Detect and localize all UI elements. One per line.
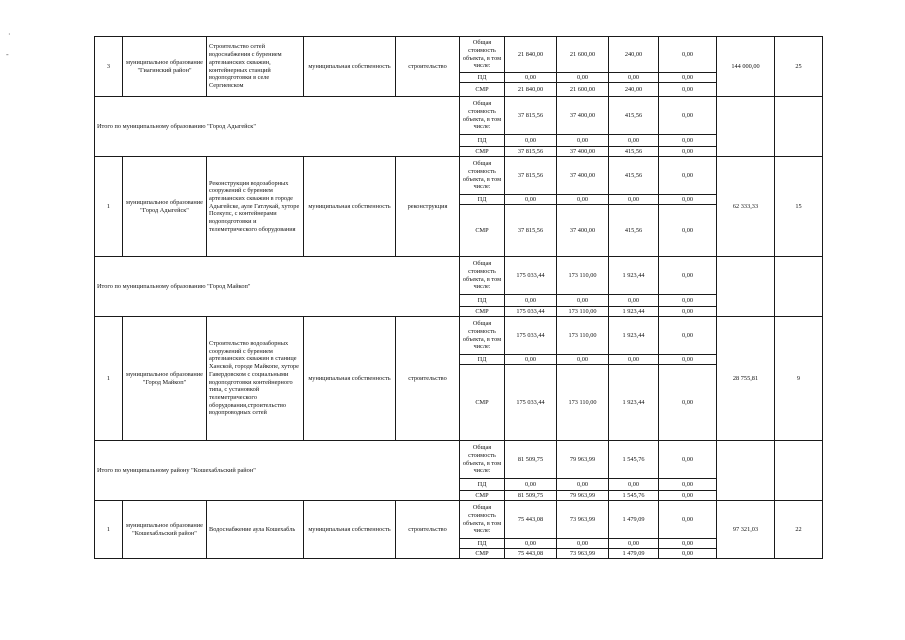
value-cell: 0,00 bbox=[659, 157, 717, 195]
value-cell: 0,00 bbox=[659, 295, 717, 307]
empty-cell bbox=[717, 441, 775, 501]
value-cell: 0,00 bbox=[659, 73, 717, 83]
table-row bbox=[95, 257, 823, 295]
value-cell: 37 815,56 bbox=[505, 97, 557, 135]
capacity-cell: 62 333,33 bbox=[717, 157, 775, 257]
value-cell: 0,00 bbox=[505, 135, 557, 147]
type-label: СМР bbox=[460, 147, 505, 157]
type-label: ПД bbox=[460, 135, 505, 147]
type-label: СМР bbox=[460, 205, 505, 257]
ownership-cell: муниципальная собственность bbox=[304, 37, 396, 97]
value-cell: 0,00 bbox=[659, 205, 717, 257]
table-row bbox=[95, 37, 823, 73]
count-cell: 15 bbox=[775, 157, 823, 257]
work-type-cell: строительство bbox=[396, 37, 460, 97]
subtotal-label: Итого по муниципальному образованию "Город Адыгейск" bbox=[95, 97, 460, 157]
capacity-cell: 28 755,81 bbox=[717, 317, 775, 441]
value-cell: 0,00 bbox=[659, 365, 717, 441]
value-cell: 240,00 bbox=[609, 37, 659, 73]
municipality-cell: муниципальное образование "Гиагинский район" bbox=[123, 37, 207, 97]
value-cell: 0,00 bbox=[659, 539, 717, 549]
value-cell: 0,00 bbox=[659, 317, 717, 355]
value-cell: 0,00 bbox=[557, 479, 609, 491]
value-cell: 81 509,75 bbox=[505, 441, 557, 479]
value-cell: 0,00 bbox=[609, 479, 659, 491]
table-row bbox=[95, 157, 823, 195]
type-label: ПД bbox=[460, 539, 505, 549]
value-cell: 0,00 bbox=[557, 195, 609, 205]
description-cell: Реконструкция водозаборных сооружений с бурением артезианских скважин в городе Адыгейске, ауле Гатлукай, хуторе Псекупс, с контейнерами водоподготовки и телеметрического оборудования bbox=[207, 157, 304, 257]
value-cell: 173 110,00 bbox=[557, 365, 609, 441]
table-row bbox=[95, 97, 823, 135]
value-cell: 0,00 bbox=[659, 441, 717, 479]
object-table bbox=[94, 36, 823, 559]
margin-mark-dot: · bbox=[8, 30, 11, 39]
value-cell: 0,00 bbox=[659, 195, 717, 205]
value-cell: 73 963,99 bbox=[557, 501, 609, 539]
value-cell: 37 815,56 bbox=[505, 205, 557, 257]
value-cell: 21 600,00 bbox=[557, 83, 609, 97]
value-cell: 79 963,99 bbox=[557, 491, 609, 501]
type-label: СМР bbox=[460, 549, 505, 559]
value-cell: 21 840,00 bbox=[505, 83, 557, 97]
value-cell: 75 443,08 bbox=[505, 501, 557, 539]
value-cell: 0,00 bbox=[557, 135, 609, 147]
work-type-cell: строительство bbox=[396, 317, 460, 441]
type-label: ПД bbox=[460, 195, 505, 205]
value-cell: 415,56 bbox=[609, 147, 659, 157]
type-label: СМР bbox=[460, 365, 505, 441]
value-cell: 0,00 bbox=[609, 195, 659, 205]
value-cell: 0,00 bbox=[659, 257, 717, 295]
value-cell: 0,00 bbox=[557, 539, 609, 549]
value-cell: 0,00 bbox=[609, 73, 659, 83]
empty-cell bbox=[775, 257, 823, 317]
subtotal-label: Итого по муниципальному району "Кошехабльский район" bbox=[95, 441, 460, 501]
value-cell: 175 033,44 bbox=[505, 317, 557, 355]
value-cell: 37 400,00 bbox=[557, 97, 609, 135]
ownership-cell: муниципальная собственность bbox=[304, 501, 396, 559]
value-cell: 175 033,44 bbox=[505, 365, 557, 441]
type-label: СМР bbox=[460, 307, 505, 317]
type-label: Общая стоимость объекта, в том числе: bbox=[460, 317, 505, 355]
value-cell: 0,00 bbox=[557, 355, 609, 365]
value-cell: 1 923,44 bbox=[609, 365, 659, 441]
count-cell: 9 bbox=[775, 317, 823, 441]
value-cell: 0,00 bbox=[659, 549, 717, 559]
value-cell: 1 479,09 bbox=[609, 501, 659, 539]
value-cell: 37 400,00 bbox=[557, 157, 609, 195]
value-cell: 1 479,09 bbox=[609, 549, 659, 559]
value-cell: 0,00 bbox=[659, 83, 717, 97]
value-cell: 0,00 bbox=[505, 295, 557, 307]
value-cell: 81 509,75 bbox=[505, 491, 557, 501]
municipality-cell: муниципальное образование "Город Майкоп" bbox=[123, 317, 207, 441]
value-cell: 173 110,00 bbox=[557, 307, 609, 317]
value-cell: 0,00 bbox=[609, 135, 659, 147]
description-cell: Строительство водозаборных сооружений с бурением артезианских скважин в станице Ханской, городе Майкопе, хуторе Гавердовском с социальными водоподготовки контейнерного типа, с установкой телеметрического оборудования,строительство водопроводных сетей bbox=[207, 317, 304, 441]
value-cell: 1 545,76 bbox=[609, 491, 659, 501]
value-cell: 0,00 bbox=[659, 307, 717, 317]
description-cell: Водоснабжение аула Кошехабль bbox=[207, 501, 304, 559]
type-label: Общая стоимость объекта, в том числе: bbox=[460, 501, 505, 539]
type-label: Общая стоимость объекта, в том числе: bbox=[460, 257, 505, 295]
value-cell: 0,00 bbox=[659, 501, 717, 539]
value-cell: 173 110,00 bbox=[557, 257, 609, 295]
value-cell: 173 110,00 bbox=[557, 317, 609, 355]
value-cell: 0,00 bbox=[505, 195, 557, 205]
row-number: 1 bbox=[95, 317, 123, 441]
value-cell: 75 443,08 bbox=[505, 549, 557, 559]
value-cell: 0,00 bbox=[505, 479, 557, 491]
type-label: ПД bbox=[460, 295, 505, 307]
work-type-cell: строительство bbox=[396, 501, 460, 559]
value-cell: 240,00 bbox=[609, 83, 659, 97]
value-cell: 415,56 bbox=[609, 205, 659, 257]
value-cell: 0,00 bbox=[659, 135, 717, 147]
value-cell: 37 400,00 bbox=[557, 147, 609, 157]
value-cell: 21 840,00 bbox=[505, 37, 557, 73]
type-label: Общая стоимость объекта, в том числе: bbox=[460, 441, 505, 479]
value-cell: 415,56 bbox=[609, 97, 659, 135]
ownership-cell: муниципальная собственность bbox=[304, 317, 396, 441]
value-cell: 0,00 bbox=[505, 539, 557, 549]
value-cell: 0,00 bbox=[659, 147, 717, 157]
value-cell: 0,00 bbox=[609, 295, 659, 307]
empty-cell bbox=[775, 441, 823, 501]
row-number: 1 bbox=[95, 501, 123, 559]
value-cell: 1 923,44 bbox=[609, 257, 659, 295]
value-cell: 73 963,99 bbox=[557, 549, 609, 559]
value-cell: 37 815,56 bbox=[505, 157, 557, 195]
value-cell: 175 033,44 bbox=[505, 257, 557, 295]
count-cell: 22 bbox=[775, 501, 823, 559]
margin-mark-dash: - bbox=[6, 50, 9, 59]
type-label: Общая стоимость объекта, в том числе: bbox=[460, 97, 505, 135]
row-number: 3 bbox=[95, 37, 123, 97]
type-label: ПД bbox=[460, 73, 505, 83]
type-label: СМР bbox=[460, 83, 505, 97]
capacity-cell: 97 321,03 bbox=[717, 501, 775, 559]
capacity-cell: 144 000,00 bbox=[717, 37, 775, 97]
value-cell: 37 815,56 bbox=[505, 147, 557, 157]
value-cell: 0,00 bbox=[659, 37, 717, 73]
value-cell: 21 600,00 bbox=[557, 37, 609, 73]
value-cell: 0,00 bbox=[659, 491, 717, 501]
description-cell: Строительство сетей водоснабжения с бурением артезианских скважин, контейнерных станций водоподготовки в селе Сергиевском bbox=[207, 37, 304, 97]
value-cell: 1 923,44 bbox=[609, 317, 659, 355]
municipality-cell: муниципальное образование "Город Адыгейск" bbox=[123, 157, 207, 257]
empty-cell bbox=[775, 97, 823, 157]
value-cell: 0,00 bbox=[659, 355, 717, 365]
value-cell: 0,00 bbox=[659, 479, 717, 491]
type-label: СМР bbox=[460, 491, 505, 501]
count-cell: 25 bbox=[775, 37, 823, 97]
value-cell: 1 923,44 bbox=[609, 307, 659, 317]
subtotal-label: Итого по муниципальному образованию "Город Майкоп" bbox=[95, 257, 460, 317]
value-cell: 0,00 bbox=[659, 97, 717, 135]
value-cell: 175 033,44 bbox=[505, 307, 557, 317]
work-type-cell: реконструкция bbox=[396, 157, 460, 257]
value-cell: 79 963,99 bbox=[557, 441, 609, 479]
ownership-cell: муниципальная собственность bbox=[304, 157, 396, 257]
empty-cell bbox=[717, 97, 775, 157]
value-cell: 0,00 bbox=[505, 73, 557, 83]
row-number: 1 bbox=[95, 157, 123, 257]
municipality-cell: муниципальное образование "Кошехабльский район" bbox=[123, 501, 207, 559]
value-cell: 0,00 bbox=[609, 355, 659, 365]
table-row bbox=[95, 317, 823, 355]
value-cell: 415,56 bbox=[609, 157, 659, 195]
value-cell: 0,00 bbox=[557, 73, 609, 83]
type-label: Общая стоимость объекта, в том числе: bbox=[460, 157, 505, 195]
table-row bbox=[95, 501, 823, 539]
value-cell: 37 400,00 bbox=[557, 205, 609, 257]
value-cell: 1 545,76 bbox=[609, 441, 659, 479]
type-label: ПД bbox=[460, 355, 505, 365]
type-label: Общая стоимость объекта, в том числе: bbox=[460, 37, 505, 73]
value-cell: 0,00 bbox=[505, 355, 557, 365]
table-row bbox=[95, 441, 823, 479]
value-cell: 0,00 bbox=[557, 295, 609, 307]
value-cell: 0,00 bbox=[609, 539, 659, 549]
type-label: ПД bbox=[460, 479, 505, 491]
empty-cell bbox=[717, 257, 775, 317]
